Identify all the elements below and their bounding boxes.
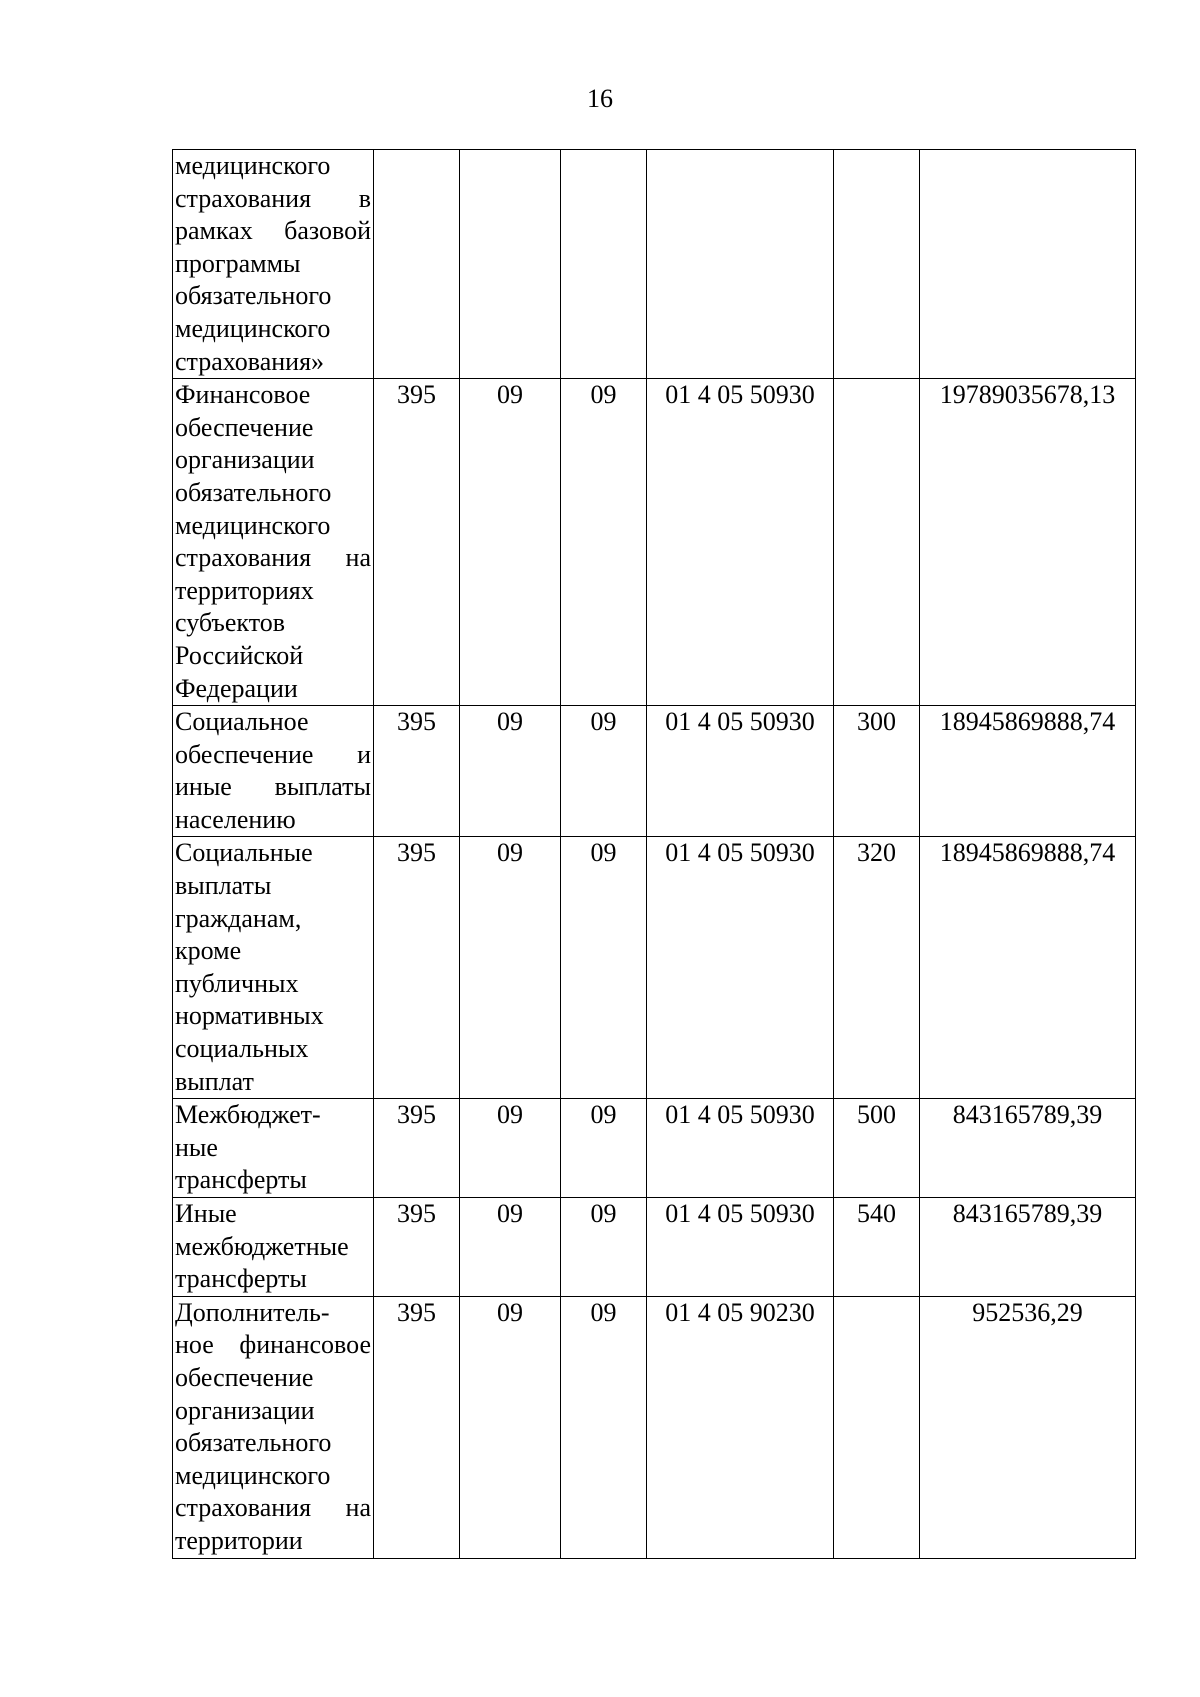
expense-type-cell	[834, 150, 920, 379]
item-name-line: Иные	[175, 1199, 237, 1228]
subsection-code-cell: 09	[561, 837, 647, 1099]
item-name-line: нормативных	[175, 1001, 324, 1031]
item-name-line: публичных	[175, 968, 299, 998]
table-row	[173, 837, 1136, 1099]
item-name-line: организации	[175, 1395, 315, 1425]
item-name-line: социальных	[175, 1034, 309, 1064]
amount-cell: 843165789,39	[920, 1099, 1136, 1198]
item-name-line: Финансовое	[175, 380, 311, 410]
item-name-line: обязательного	[175, 477, 332, 507]
subsection-code-cell	[561, 150, 647, 379]
item-name-line: Дополнитель-	[175, 1297, 330, 1327]
expense-type-cell: 540	[834, 1198, 920, 1297]
item-name-line: программы	[175, 248, 301, 278]
table-row	[173, 706, 1136, 837]
section-code-cell: 09	[460, 1198, 561, 1297]
ministry-code-cell: 395	[374, 1296, 460, 1558]
expense-type-cell: 300	[834, 706, 920, 837]
item-name-line: Социальное	[175, 707, 309, 737]
item-name-line: обязательного	[175, 1428, 332, 1458]
item-name-line: территориях	[175, 575, 314, 605]
amount-cell	[920, 150, 1136, 379]
item-name-line: выплаты	[175, 871, 272, 901]
item-name-cell	[173, 1198, 374, 1297]
target-article-cell: 01 4 05 50930	[647, 1198, 834, 1297]
item-name-cell	[173, 1099, 374, 1198]
amount-cell: 843165789,39	[920, 1198, 1136, 1297]
section-code-cell: 09	[460, 1099, 561, 1198]
item-name-cell	[173, 706, 374, 837]
item-name-line: Российской	[175, 640, 304, 670]
amount-cell: 19789035678,13	[920, 379, 1136, 706]
item-name-line: страхования на	[175, 543, 371, 573]
item-name-line: медицинского	[175, 510, 331, 540]
item-name-line: обеспечение	[175, 412, 314, 442]
item-name-line: страхования»	[175, 346, 325, 376]
target-article-cell	[647, 150, 834, 379]
section-code-cell: 09	[460, 706, 561, 837]
item-name-cell	[173, 379, 374, 706]
target-article-cell: 01 4 05 50930	[647, 379, 834, 706]
item-name-line: страхования в	[175, 183, 371, 213]
subsection-code-cell: 09	[561, 706, 647, 837]
table-body	[173, 150, 1136, 1559]
table-row	[173, 1099, 1136, 1198]
item-name-line: ные	[175, 1132, 218, 1162]
item-name-line: медицинского	[175, 1460, 331, 1490]
subsection-code-cell: 09	[561, 379, 647, 706]
item-name-line: медицинского	[175, 313, 331, 343]
item-name-cell	[173, 837, 374, 1099]
section-code-cell: 09	[460, 379, 561, 706]
subsection-code-cell: 09	[561, 1099, 647, 1198]
item-name-line: организации	[175, 445, 315, 475]
amount-cell: 18945869888,74	[920, 837, 1136, 1099]
table-row	[173, 379, 1136, 706]
ministry-code-cell: 395	[374, 837, 460, 1099]
item-name-line: кроме	[175, 936, 242, 966]
item-name-line: межбюджетные	[175, 1231, 349, 1261]
subsection-code-cell: 09	[561, 1198, 647, 1297]
item-name-line: страхования на	[175, 1493, 371, 1523]
target-article-cell: 01 4 05 90230	[647, 1296, 834, 1558]
item-name-cell	[173, 1296, 374, 1558]
target-article-cell: 01 4 05 50930	[647, 1099, 834, 1198]
target-article-cell: 01 4 05 50930	[647, 837, 834, 1099]
subsection-code-cell: 09	[561, 1296, 647, 1558]
item-name-line: трансферты	[175, 1165, 307, 1195]
item-name-line: субъектов	[175, 608, 286, 638]
item-name-line: Межбюджет-	[175, 1100, 321, 1130]
item-name-line: территории	[175, 1525, 303, 1555]
item-name-line: выплат	[175, 1066, 254, 1096]
expense-type-cell: 320	[834, 837, 920, 1099]
expense-type-cell	[834, 379, 920, 706]
table-row	[173, 150, 1136, 379]
amount-cell: 18945869888,74	[920, 706, 1136, 837]
item-name-line: Федерации	[175, 673, 298, 703]
item-name-line: обеспечение	[175, 1362, 314, 1392]
item-name-line: обязательного	[175, 281, 332, 311]
ministry-code-cell: 395	[374, 706, 460, 837]
item-name-line: ное финансовое	[175, 1330, 371, 1360]
page-number: 16	[587, 84, 613, 113]
table-row	[173, 1296, 1136, 1558]
ministry-code-cell: 395	[374, 1099, 460, 1198]
item-name-cell	[173, 150, 374, 379]
ministry-code-cell	[374, 150, 460, 379]
section-code-cell	[460, 150, 561, 379]
expense-type-cell	[834, 1296, 920, 1558]
ministry-code-cell: 395	[374, 379, 460, 706]
item-name-line: Социальные	[175, 838, 313, 868]
item-name-line: обеспечение и	[175, 739, 371, 769]
item-name-line: гражданам,	[175, 903, 302, 933]
table-row	[173, 1198, 1136, 1297]
section-code-cell: 09	[460, 1296, 561, 1558]
section-code-cell: 09	[460, 837, 561, 1099]
item-name-line: медицинского	[175, 151, 331, 180]
amount-cell: 952536,29	[920, 1296, 1136, 1558]
target-article-cell: 01 4 05 50930	[647, 706, 834, 837]
item-name-line: иные выплаты	[175, 772, 371, 802]
item-name-line: населению	[175, 804, 296, 834]
item-name-line: трансферты	[175, 1264, 307, 1294]
budget-table	[172, 149, 1136, 1559]
item-name-line: рамках базовой	[175, 216, 371, 246]
expense-type-cell: 500	[834, 1099, 920, 1198]
ministry-code-cell: 395	[374, 1198, 460, 1297]
